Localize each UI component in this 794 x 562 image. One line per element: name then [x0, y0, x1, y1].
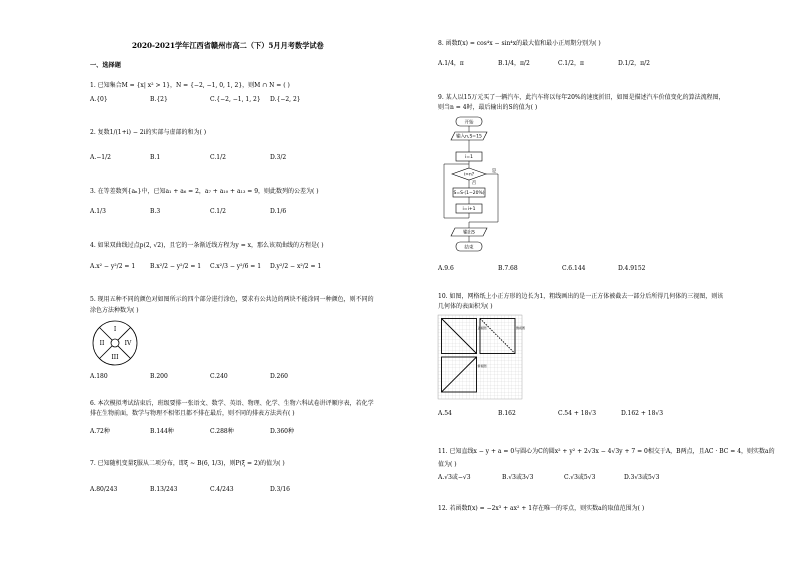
option-a[interactable]: A.80/243 [90, 486, 118, 493]
question-5: 5. 现用五种不同的颜色对如图所示的四个部分进行涂色，要求有公共边的两块不能涂同一种颜色，则不同的 [90, 296, 374, 303]
option-b[interactable]: B.144种 [150, 428, 174, 435]
option-c[interactable]: C.1/2，π [558, 60, 584, 67]
flow-end: 结束 [464, 245, 474, 251]
flow-condition: i>n? [463, 172, 475, 178]
option-a[interactable]: A.√3或−√3 [438, 474, 471, 481]
option-d[interactable]: D.360种 [270, 428, 294, 435]
option-d[interactable]: D.3/16 [270, 486, 290, 493]
exam-title: 2020-2021学年江西省赣州市高二（下）5月月考数学试卷 [132, 41, 324, 50]
section-heading: 一、选择题 [90, 62, 121, 69]
front-view-label: 正视图 [477, 326, 487, 330]
option-a[interactable]: A.54 [438, 410, 452, 417]
coloring-diagram [91, 319, 139, 367]
three-view-grid [438, 315, 526, 399]
option-a[interactable]: A.x² − y²/2 = 1 [90, 263, 136, 270]
region-label: III [111, 354, 119, 361]
flow-start: 开始 [464, 120, 474, 126]
option-b[interactable]: B.1 [150, 154, 161, 161]
question-4: 4. 如果双曲线过点p(2, √2)，且它的一条渐近线方程为y = x，那么该双曲线的方程是( ) [90, 242, 324, 249]
option-c[interactable]: C.{−2, −1, 1, 2} [210, 96, 261, 103]
question-1: 1. 已知集合M = {x| x² > 1}，N = {−2, −1, 0, 1, 2}，则M ∩ N = ( ) [90, 82, 290, 89]
flow-init: i=1 [465, 155, 473, 160]
region-label: IV [124, 340, 132, 347]
option-c[interactable]: C.6.144 [562, 265, 586, 272]
option-a[interactable]: A.72种 [90, 428, 110, 435]
option-b[interactable]: B.1/4，π/2 [498, 60, 530, 67]
option-b[interactable]: B.{2} [150, 96, 168, 103]
option-d[interactable]: D.260 [270, 373, 288, 380]
option-d[interactable]: D.162 + 18√3 [621, 410, 664, 417]
flow-yes: 是 [491, 169, 497, 174]
flowchart [436, 114, 536, 256]
option-d[interactable]: D.4.9152 [618, 265, 646, 272]
flow-increment: i=i+1 [462, 207, 476, 212]
question-2: 2. 复数1/(1+i) − 2i的实部与虚部的和为( ) [90, 129, 207, 136]
option-a[interactable]: A.1/3 [90, 208, 106, 215]
flow-no: 否 [471, 181, 477, 186]
region-label: I [113, 326, 117, 333]
option-d[interactable]: D.1/6 [270, 208, 287, 215]
option-b[interactable]: B.x²/2 − y²/2 = 1 [150, 263, 202, 270]
question-10-cont: 几何体的表面积为( ) [438, 303, 493, 310]
option-d[interactable]: D.1/2，π/2 [618, 60, 650, 67]
option-c[interactable]: C.54 + 18√3 [558, 410, 597, 417]
option-b[interactable]: B.√3或3√3 [502, 474, 534, 481]
option-c[interactable]: C.4/243 [210, 486, 234, 493]
question-7: 7. 已知随机变量ξ服从二项分布，即ξ ~ B(6, 1/3)，则P(ξ = 2)的值为( ) [90, 460, 285, 467]
option-d[interactable]: D.3√3或5√3 [624, 474, 660, 481]
question-6: 6. 本次模拟考试结束后，班级要排一张语文、数学、英语、物理、化学、生物六科试卷讲评顺序表，若化学 [90, 400, 374, 407]
option-c[interactable]: C.1/2 [210, 154, 226, 161]
question-11-cont: 值为( ) [438, 461, 457, 468]
question-3: 3. 在等差数列{aₙ}中，已知a₁ + a₆ = 2，a₇ + a₁₀ + a₁₃ = 9，则此数列的公差为( ) [90, 188, 319, 195]
option-c[interactable]: C.240 [210, 373, 228, 380]
option-a[interactable]: A.{0} [90, 96, 108, 103]
question-10: 10. 如图，网格纸上小正方形的边长为1，粗线画出的是一正方体被截去一部分后所得几何体的三视图，则该 [438, 293, 724, 300]
option-b[interactable]: B.200 [150, 373, 168, 380]
option-c[interactable]: C.x²/3 − y²/6 = 1 [210, 263, 262, 270]
option-d[interactable]: D.3/2 [270, 154, 287, 161]
option-d[interactable]: D.y²/2 − x²/2 = 1 [270, 263, 322, 270]
option-b[interactable]: B.13/243 [150, 486, 178, 493]
region-label: II [99, 340, 105, 347]
option-a[interactable]: A.−1/2 [90, 154, 111, 161]
flow-output: 输出S [463, 230, 475, 236]
flow-calc: S=S·(1−20%) [453, 191, 485, 196]
option-b[interactable]: B.162 [498, 410, 516, 417]
option-c[interactable]: C.√3或5√3 [564, 474, 596, 481]
top-view-label: 俯视图 [477, 364, 487, 368]
option-c[interactable]: C.1/2 [210, 208, 226, 215]
question-12: 12. 若函数f(x) = −2x³ + ax² + 1存在唯一的零点，则实数a的取值范围为( ) [438, 505, 645, 512]
option-a[interactable]: A.1/4，π [438, 60, 464, 67]
side-view-label: 侧视图 [516, 326, 526, 330]
question-6-cont: 排在生物前面，数学与物理不相邻且都不排在最后，则不同的排表方法共有( ) [90, 410, 295, 417]
option-a[interactable]: A.180 [90, 373, 108, 380]
option-b[interactable]: B.3 [150, 208, 161, 215]
question-8: 8. 函数f(x) = cos⁴x − sin⁴x的最大值和最小正周期分别为( ) [438, 40, 601, 47]
option-d[interactable]: D.{−2, 2} [270, 96, 301, 103]
question-9-cont: 则当n = 4时，最后输出的S的值为( ) [438, 104, 538, 111]
flow-input: 输入n,S=15 [456, 134, 482, 140]
question-5-cont: 涂色方法种数为( ) [90, 307, 139, 314]
question-11: 11. 已知直线x − y + a = 0与圆心为C的圆x² + y² + 2√3x − 4√3y + 7 = 0相交于A，B两点，且AC · BC = 4，则实数a的 [438, 448, 775, 455]
option-b[interactable]: B.7.68 [498, 265, 518, 272]
option-c[interactable]: C.288种 [210, 428, 234, 435]
option-a[interactable]: A.9.6 [438, 265, 454, 272]
question-9: 9. 某人以15万元买了一辆汽车，此汽车将以每年20%的速度折旧，如图是描述汽车价值变化的算法流程图， [438, 94, 725, 101]
